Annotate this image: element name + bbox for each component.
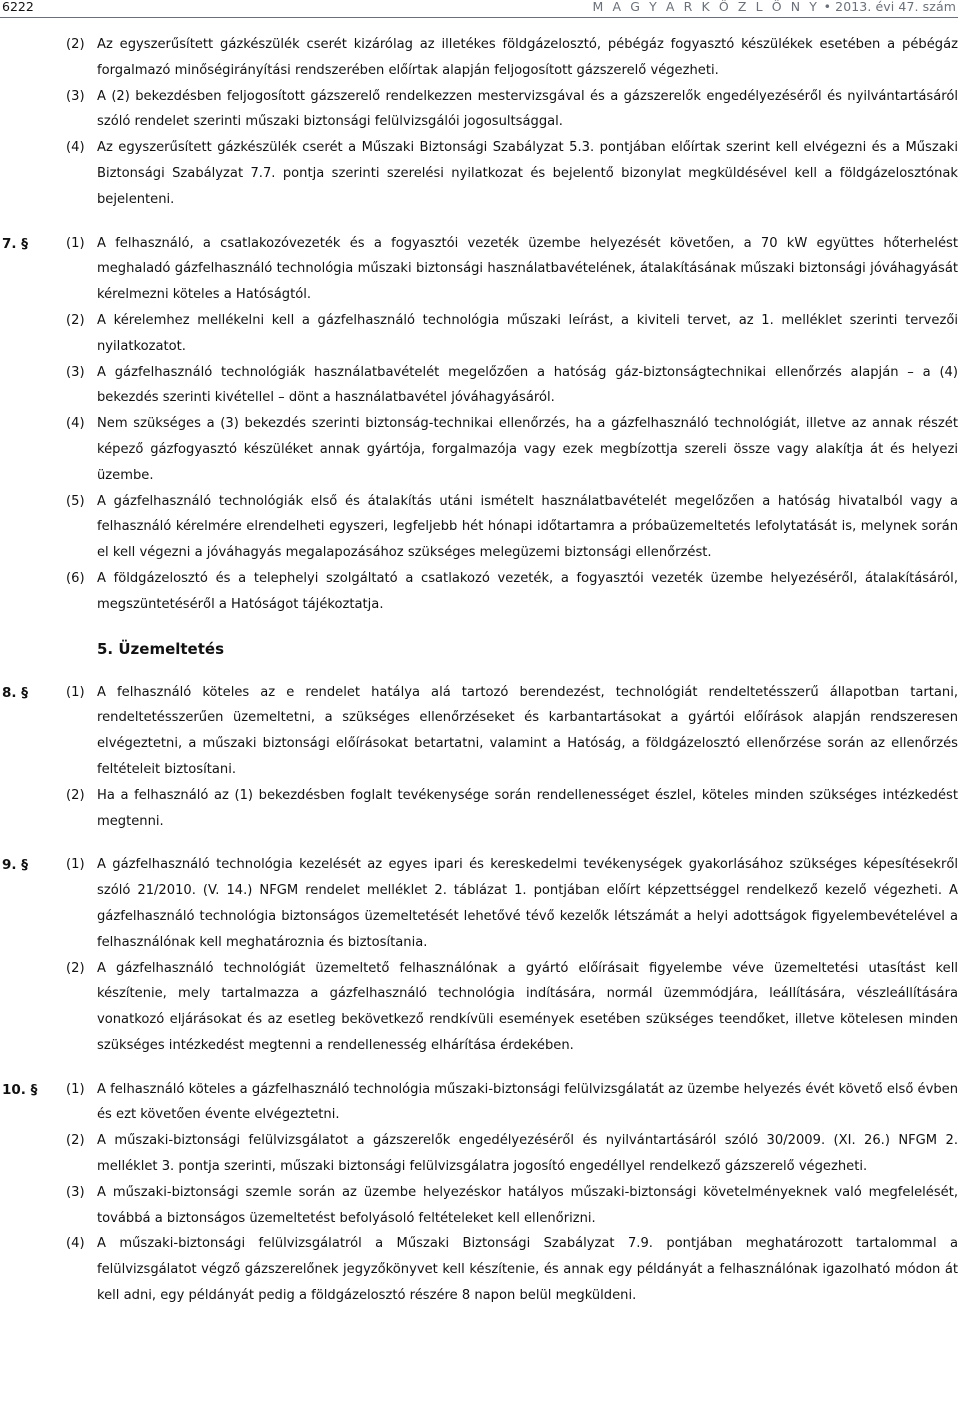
paragraph-text: A felhasználó, a csatlakozóvezeték és a fogyasztói vezeték üzembe helyezését követően, a 70 kW együttes hőterhelést meghaladó gázfelhasználó technológia műszaki biztonsági használatbavételének, átalakításának műszaki biztonsági jóváhagyását kérelmezni köteles a Hatóságtól.	[97, 235, 958, 303]
paragraph-number: (2)	[66, 787, 85, 803]
header-rule	[0, 17, 958, 18]
paragraph-text: A műszaki-biztonsági szemle során az üzembe helyezéskor hatályos műszaki-biztonsági követelményeknek való megfelelését, továbbá a biztonságos üzemeltetést befolyásoló feltételeket kell ellenőrizni.	[97, 1184, 958, 1226]
paragraph	[0, 489, 958, 566]
paragraph-number: (1)	[66, 857, 85, 873]
paragraph	[0, 411, 958, 488]
paragraph	[0, 680, 958, 783]
paragraph-text: Az egyszerűsített gázkészülék cserét kizárólag az illetékes földgázelosztó, pébégáz fogyasztó készülékek esetében a pébégáz forgalmazó minőségirányítási rendszerében előírtak alapján feljogosított gázszerelő végezheti.	[97, 37, 958, 78]
paragraph-text: A (2) bekezdésben feljogosított gázszerelő rendelkezzen mestervizsgával és a gázszerelők engedélyezéséről és nyilvántartásáról szóló rendelet szerinti műszaki biztonsági felülvizsgálói jogosultsággal.	[97, 88, 958, 130]
journal-name: M A G Y A R K Ö Z L Ö N Y	[592, 0, 820, 14]
paragraph-text: A műszaki-biztonsági felülvizsgálatot a gázszerelők engedélyezéséről és nyilvántartásáról szóló 30/2009. (XI. 26.) NFGM 2. melléklet 3. pontja szerinti, műszaki biztonsági felülvizsgálatra jogosító engedéllyel rendelkező gázszerelő végezheti.	[97, 1133, 958, 1175]
paragraph-text: A kérelemhez mellékelni kell a gázfelhasználó technológia műszaki leírást, a kiviteli tervet, az 1. melléklet szerinti tervezői nyilatkozatot.	[97, 312, 958, 354]
section-heading-block	[0, 636, 958, 662]
paragraph-text: A felhasználó köteles a gázfelhasználó technológia műszaki-biztonsági felülvizsgálatát az üzembe helyezés évét követő első évben és ezt követően évente elvégeztetni.	[97, 1081, 958, 1123]
paragraph	[0, 231, 958, 308]
paragraph-number: (3)	[66, 88, 85, 104]
paragraph	[0, 1180, 958, 1232]
paragraph-number: (2)	[66, 312, 85, 328]
paragraph-text: A gázfelhasználó technológiát üzemeltető felhasználónak a gyártó előírásait figyelembe véve üzemeltetési utasítást kell készítenie, mely tartalmazza a gázfelhasználó technológia indítására, normál üzemmódjára, leállítására, vészleállítására vonatkozó eljárásokat és az esetleg bekövetkező rendkívüli események esetében szükséges teendőket, illetve kötelesen minden szükséges intézkedést megtenni a rendellenesség elhárítása érdekében.	[97, 960, 958, 1053]
paragraph-number: (6)	[66, 570, 85, 586]
paragraph	[0, 1077, 958, 1129]
paragraph	[0, 956, 958, 1059]
section-block	[0, 680, 958, 835]
header-bullet: •	[823, 0, 832, 14]
section-number: 10. §	[2, 1081, 38, 1098]
section-number: 9. §	[2, 857, 28, 874]
page-header	[0, 0, 956, 16]
paragraph	[0, 308, 958, 360]
paragraph-number: (2)	[66, 1133, 85, 1149]
paragraph	[0, 852, 958, 955]
paragraph-text: Nem szükséges a (3) bekezdés szerinti biztonság-technikai ellenőrzés, ha a gázfelhasználó technológiát, illetve az annak részét képező gázfogyasztó készüléket annak gyártója, forgalmazója vagy ezek megbízottja szereli össze vagy alakítja át és helyezi üzembe.	[97, 416, 958, 483]
paragraph-text: A földgázelosztó és a telephelyi szolgáltató a csatlakozó vezeték, a fogyasztói vezeték üzembe helyezéséről, átalakításáról, megszüntetéséről a Hatóságot tájékoztatja.	[97, 570, 958, 612]
section-block	[0, 1077, 958, 1309]
paragraph	[0, 566, 958, 618]
paragraph-text: A felhasználó köteles az e rendelet hatálya alá tartozó berendezést, technológiát rendeltetésszerű állapotban tartani, rendeltetésszerűen üzemeltetni, a szükséges ellenőrzéseket és karbantartásokat a gyártói előírások alapján rendszeresen elvégeztetni, a műszaki biztonsági előírásokat betartatni, valamint a Hatóság, a földgázelosztó ellenőrzése során az ellenőrzés feltételeit biztosítani.	[97, 684, 958, 777]
paragraph-text: Ha a felhasználó az (1) bekezdésben foglalt tevékenysége során rendellenességet észlel, köteles minden szükséges intézkedést megtenni.	[97, 787, 958, 829]
paragraph-number: (1)	[66, 1081, 85, 1097]
section-block	[0, 852, 958, 1058]
page-number: 6222	[2, 0, 34, 14]
section-number: 8. §	[2, 684, 28, 701]
paragraph-number: (4)	[66, 140, 85, 156]
paragraph-text: Az egyszerűsített gázkészülék cserét a Műszaki Biztonsági Szabályzat 5.3. pontjában előírtak szerint kell elvégezni és a Műszaki Biztonsági Szabályzat 7.7. pontja szerinti szerelési nyilatkozat és bejelentő bizonylat megküldésével kell a földgázelosztónak bejelenteni.	[97, 140, 958, 207]
issue-info: 2013. évi 47. szám	[835, 0, 956, 14]
paragraph-text: A gázfelhasználó technológia kezelését az egyes ipari és kereskedelmi tevékenységek gyakorlásához szükséges képesítésekről szóló 21/2010. (V. 14.) NFGM rendelet melléklet 2. táblázat 1. pontjában előírt képzettséggel rendelkező kezelő végezheti. A gázfelhasználó technológia biztonságos üzemeltetését lehetővé tévő kezelők létszámát a helyi adottságok figyelembevételével a felhasználónak kell meghatároznia és biztosítania.	[97, 857, 958, 950]
paragraph-number: (1)	[66, 235, 85, 251]
paragraph	[0, 84, 958, 136]
section-heading: 5. Üzemeltetés	[97, 639, 225, 658]
paragraph-number: (1)	[66, 684, 85, 700]
paragraph-number: (4)	[66, 416, 85, 432]
paragraph-number: (3)	[66, 1184, 85, 1200]
paragraph	[0, 360, 958, 412]
paragraph	[0, 1128, 958, 1180]
document-body	[0, 32, 958, 1309]
paragraph	[0, 32, 958, 84]
paragraph	[0, 1231, 958, 1308]
paragraph-text: A műszaki-biztonsági felülvizsgálatról a Műszaki Biztonsági Szabályzat 7.9. pontjában meghatározott tartalommal a felülvizsgálatot végző gázszerelőnek jegyzőkönyvet kell készítenie, és annak egy példányát a felhasználónak igazolható módon át kell adni, egy példányát pedig a földgázelosztó részére 8 napon belül megküldeni.	[97, 1236, 958, 1304]
paragraph	[0, 783, 958, 835]
paragraph-number: (3)	[66, 364, 85, 380]
paragraph-text: A gázfelhasználó technológiák használatbavételét megelőzően a hatóság gáz-biztonságtechnikai ellenőrzés alapján – a (4) bekezdés szerinti kivétellel – dönt a használatbavétel jóváhagyásáról.	[97, 364, 958, 406]
section-number: 7. §	[2, 235, 28, 252]
paragraph-number: (5)	[66, 493, 85, 509]
paragraph	[0, 135, 958, 212]
section-block	[0, 231, 958, 618]
section-block	[0, 32, 958, 213]
paragraph-number: (2)	[66, 37, 85, 52]
journal-title	[593, 0, 956, 14]
paragraph-number: (2)	[66, 960, 85, 976]
paragraph-number: (4)	[66, 1236, 85, 1252]
paragraph-text: A gázfelhasználó technológiák első és átalakítás utáni ismételt használatbavételét megelőzően a hatóság hivatalból vagy a felhasználó kérelmére elrendelheti egyszeri, legfeljebb hét hónapi időtartamra a próbaüzemeltetés lefolytatását is, melynek során el kell végezni a jóváhagyás megalapozásához szükséges melegüzemi biztonsági ellenőrzést.	[97, 493, 958, 561]
